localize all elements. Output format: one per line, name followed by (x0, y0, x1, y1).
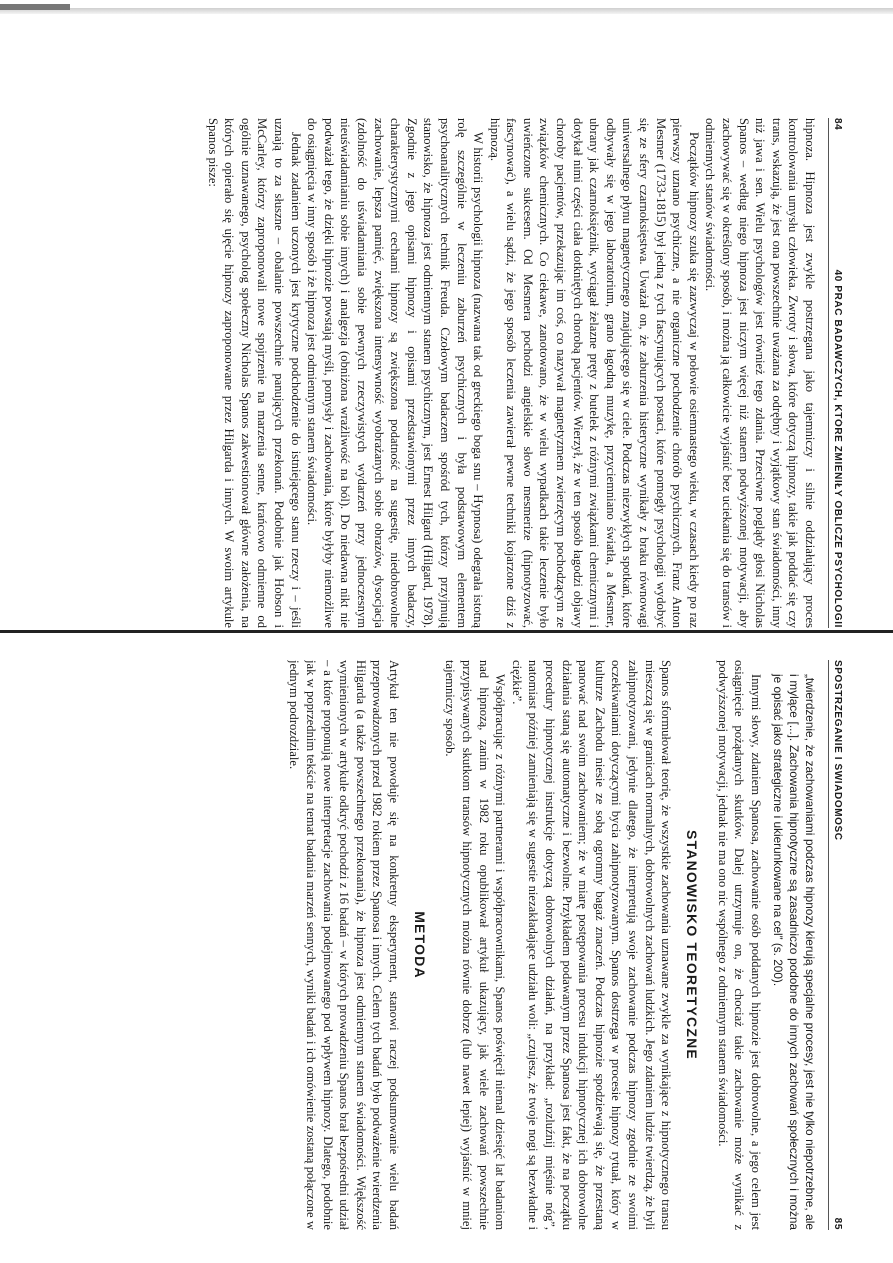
left-page (143, 118, 843, 628)
block-quote: „twierdzenie, że zachowaniami podczas hipnozy kierują specjalne procesy, jest nie tylko niepotrzebne, ale i mylące [...]. Zachowania hipnotyczne są zasadniczo podobne do innych zachowań społecznych i można je opisać jako strategiczne i ukierunkowane na cel” (s. 200). (771, 674, 817, 1230)
paragraph: W historii psychologii hipnoza (nazwana tak od greckiego boga snu – Hypnosa) odegrała istotną rolę szczególnie w leczeniu zaburzeń psychicznych i była podstawowym elementem psychoanalitycznych technik Freuda. Czołowym badaczem spośród tych, którzy przyjmują stanowisko, że hipnoza jest odmiennym stanem psychicznym, jest Ernest Hilgard (Hilgard, 1978). Zgodnie z jego opisami hipnozy i opisami przedstawionymi przez innych badaczy, charakterystycznymi cechami hipnozy są zwiększona podatność na sugestię, niedobrowolne zachowanie, lepsza pamięć, zwiększona intensywność wyobrażanych sobie obrazów, dysocjacja (zdolność do uświadamiania sobie pewnych rzeczywistych wydarzeń przy jednoczesnym nieuświadamianiu sobie innych) i analgezja (obniżona wrażliwość na ból). Do niedawna nikt nie podważał tego, że dzięki hipnozie powstają myśli, pomysły i zachowania, które byłyby niemożliwe do osiągnięcia w inny sposób i że hipnoza jest odmiennym stanem świadomości. (305, 118, 486, 628)
page-number: 84 (832, 118, 843, 131)
paragraph: hipnoza. Hipnoza jest zwykle postrzegana jako tajemniczy i silnie oddziałujący proces kontrolowania umysłu człowieka. Zwroty i słowa, które dotyczą hipnozy, takie jak poddać się czy trans, wskazują, że jest ona powszechnie uważana za odrębny i wyjątkowy stan świadomości, inny niż jawa i sen. Wielu psychologów jest również tego zdania. Przeciwne poglądy głosi Nicholas Spanos – według niego hipnoza jest niczym więcej niż stanem podwyższonej motywacji, aby zachowywać się w określony sposób, i można ją całkowicie wyjaśnić bez uciekania się do transów i odmiennych stanów świadomości. (703, 118, 817, 628)
running-head-title: 40 PRAC BADAWCZYCH, KTÓRE ZMIENIŁY OBLICZE PSYCHOLOGII (832, 269, 843, 628)
paragraph: Współpracując z różnymi partnerami i współpracownikami, Spanos poświęcił niemal dziesięć lat badaniom nad hipnozą, zanim w 1982 roku opublikował artykuł ukazujący, jak wiele zachowań powszechnie przypisywanych skutkom transów hipnotycznych można równie dobrze (lub nawet lepiej) wyjaśnić w mniej tajemniczy sposób. (443, 660, 508, 1230)
paragraph: Innymi słowy, zdaniem Spanosa, zachowanie osób poddanych hipnozie jest dobrowolne, a jego celem jest osiągnięcie pożądanych skutków. Dalej utrzymuje on, że chociaż takie zachowanie może wynikać z podwyższonej motywacji, jednak nie ma ono nic wspólnego z odmiennym stanem świadomości. (715, 660, 763, 1230)
running-head (828, 660, 843, 1230)
section-heading: METODA (411, 911, 428, 979)
paragraph: Początków hipnozy szuka się zazwyczaj w połowie osiemnastego wieku, w czasach kiedy po raz pierwszy uznano psychiczne, a nie organiczne pochodzenie chorób psychicznych. Franz Anton Mesmer (1733-1815) był jedną z tych fascynujących postaci, które pomogły psychologii wydobyć się ze sfery czarnoksięstwa. Uważał on, że zaburzenia histeryczne wynikały z braku równowagi uniwersalnego płynu magnetycznego znajdującego się w ciele. Podczas niezwykłych spotkań, które odbywały się w jego laboratorium, grano łagodną muzykę, przyciemniano światła, a Mesmer, ubrany jak czarnoksiężnik, wyciągał żelazne pręty z butelek z różnymi związkami chemicznymi i dotykał nimi części ciała dotkniętych chorobą pacjentów. Wierzył, że w ten sposób łagodzi objawy choroby pacjentów, przekazując im coś, co nazywał magnetyzmem zwierzęcym pochodzącym ze związków chemicznych. Co ciekawe, zanotowano, że w wielu wypadkach takie leczenie było uwieńczone sukcesem. Od Mesmera pochodzi angielskie słowo mesmerize (hipnotyzować, fascynować), a wielu sądzi, że jego sposób leczenia zawierał pewne techniki kojarzone dziś z hipnozą. (487, 118, 701, 628)
page-fold (0, 630, 893, 633)
paragraph: Spanos sformułował teorię, że wszystkie zachowania uznawane zwykle za wynikające z hipnotycznego transu mieszczą się w granicach normalnych, dobrowolnych zachowań ludzkich. Jego zdaniem ludzie twierdzą, że byli zahipnotyzowani, jedynie dlatego, że interpretują swoje zachowanie podczas hipnozy zgodnie ze swoimi oczekiwaniami dotyczącymi bycia zahipnotyzowanym. Spanos dostrzega w procesie hipnozy rytuał, który w kulturze Zachodu niesie ze sobą ogromny bagaż znaczeń. Podczas hipnozie spodziewają się, że przestaną panować nad swoim zachowaniem; że w miarę postępowania procesu indukcji hipnotycznej ich dobrowolne działania staną się automatyczne i bezwolne. Przykładem podawanym przez Spanosa jest fakt, że na początku procedury hipnotycznej instrukcje dotyczą dobrowolnych działań, na przykład: „rozluźnij mięśnie nóg”, natomiast później zamieniają się w sugestie niezakładające udziału woli: „czujesz, że twoje nogi są bezwładne i ciężkie”. (509, 660, 674, 1230)
running-head (828, 118, 843, 628)
scan-edge (0, 8, 893, 14)
paragraph: Jednak zadaniem uczonych jest krytyczne podchodzenie do istniejącego stanu rzeczy i – jeśli uznają to za słuszne – obalanie powszechnie panujących przekonań. Podobnie jak Hobson i McCarley, którzy zaproponowali nowe spojrzenie na marzenia senne, krańcowo odmienne od ogólnie uznawanego, psycholog społeczny Nicholas Spanos zakwestionował główne założenia, na których opierało się ujęcie hipnozy zaproponowane przez Hilgarda i innych. W swoim artykule Spanos pisze: (205, 118, 303, 628)
scan-mark (0, 4, 70, 10)
page-number: 85 (832, 1217, 843, 1230)
section-heading: STANOWISKO TEORETYCZNE (684, 830, 701, 1060)
right-page (93, 660, 843, 1230)
paragraph: Artykuł ten nie powołuje się na konkretny eksperyment, stanowi raczej podsumowanie wielu badań przeprowadzonych przed 1982 rokiem przez Spanosa i innych. Celem tych badań było podważenie twierdzenia Hilgarda (a także powszechnego przekonania), że hipnoza jest odmiennym stanem świadomości. Większość wymienionych w artykule odkryć pochodzi z 16 badań – w których prowadzeniu Spanos brał bezpośredni udział – a które proponują nowe interpretacje zachowania podejmowanego pod wpływem hipnozy. Dlatego, podobnie jak w poprzednim tekście na temat badania marzeń sennych, wyniki badań i ich omówienie zostaną połączone w jednym podrozdziale. (287, 660, 401, 1230)
running-head-title: SPOSTRZEGANIE I ŚWIADOMOŚĆ (832, 660, 843, 841)
